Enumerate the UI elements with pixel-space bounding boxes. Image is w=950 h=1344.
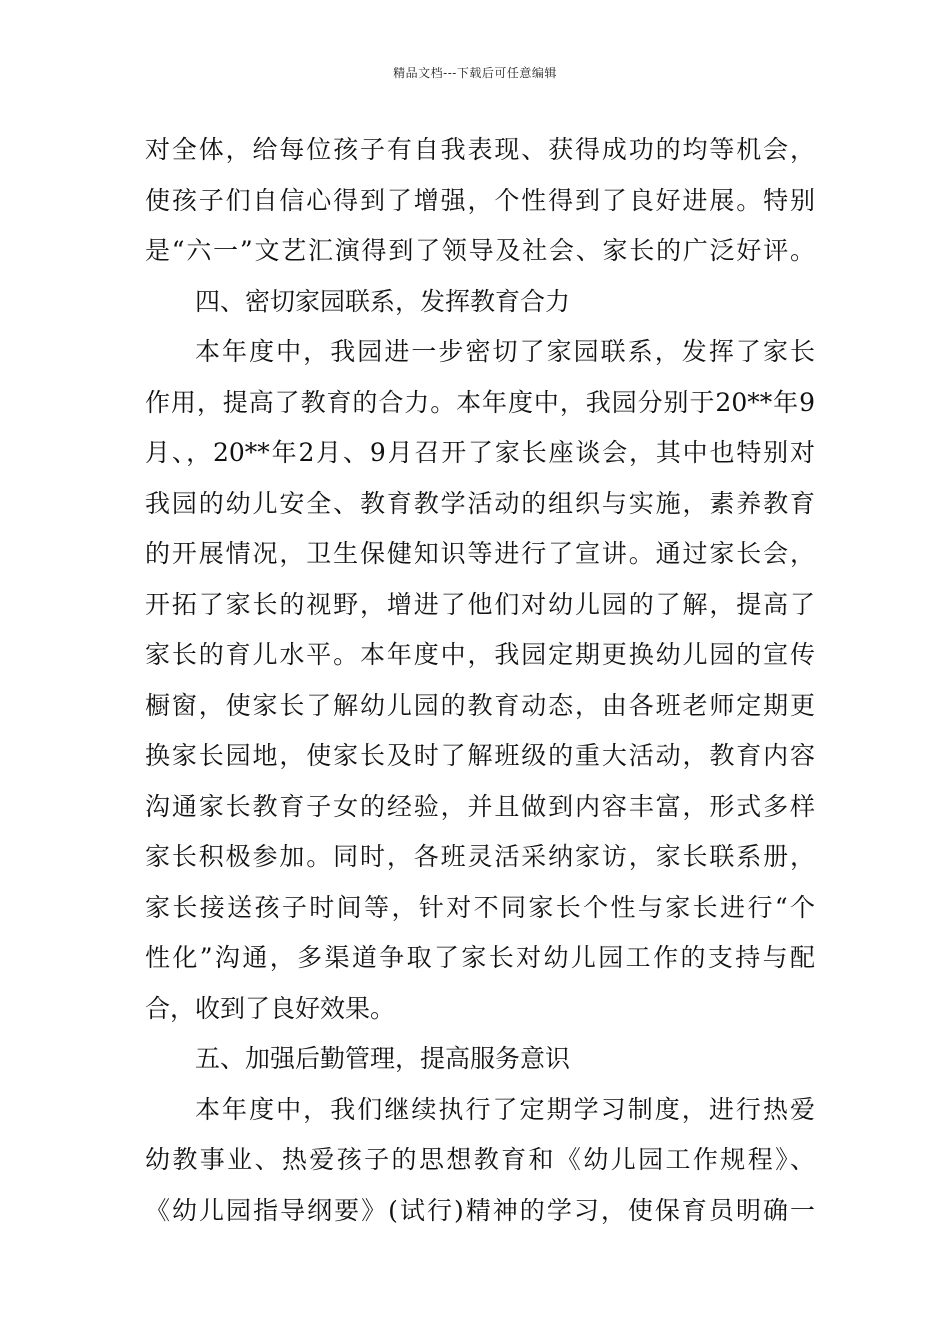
text-line: 家长积极参加。同时，各班灵活采纳家访，家长联系册，	[145, 842, 815, 871]
text-line: 性化”沟通，多渠道争取了家长对幼儿园工作的支持与配	[145, 943, 815, 972]
text-line: 本年度中，我园进一步密切了家园联系，发挥了家长	[195, 337, 815, 366]
text-line: 合，收到了良好效果。	[145, 993, 396, 1023]
text-line: 使孩子们自信心得到了增强，个性得到了良好进展。特别	[145, 185, 815, 215]
text-line: 沟通家长教育子女的经验，并且做到内容丰富，形式多样	[145, 791, 815, 821]
text-line: 橱窗，使家长了解幼儿园的教育动态，由各班老师定期更	[145, 690, 815, 720]
document-body	[145, 125, 815, 1236]
text-line: 家长的育儿水平。本年度中，我园定期更换幼儿园的宣传	[145, 640, 815, 669]
text-line: 《幼儿园指导纲要》(试行)精神的学习，使保育员明确一	[145, 1195, 815, 1225]
text-line: 的开展情况，卫生保健知识等进行了宣讲。通过家长会，	[145, 539, 815, 568]
text-line: 家长接送孩子时间等，针对不同家长个性与家长进行“个	[145, 892, 815, 922]
text-line: 对全体，给每位孩子有自我表现、获得成功的均等机会，	[145, 135, 815, 164]
text-line: 本年度中，我们继续执行了定期学习制度，进行热爱	[195, 1094, 815, 1124]
section-heading: 四、密切家园联系，发挥教育合力	[195, 286, 571, 316]
text-line: 幼教事业、热爱孩子的思想教育和《幼儿园工作规程》、	[145, 1145, 815, 1174]
section-heading: 五、加强后勤管理，提高服务意识	[195, 1044, 571, 1073]
text-line: 是“六一”文艺汇演得到了领导及社会、家长的广泛好评。	[145, 236, 815, 265]
page-header: 精品文档---下载后可任意编辑	[393, 66, 557, 80]
text-line: 换家长园地，使家长及时了解班级的重大活动，教育内容	[145, 741, 815, 770]
text-line: 月、，20**年2月、9月召开了家长座谈会，其中也特别对	[145, 438, 815, 467]
text-line: 我园的幼儿安全、教育教学活动的组织与实施，素养教育	[145, 488, 815, 518]
text-line: 作用，提高了教育的合力。本年度中，我园分别于20**年9	[145, 387, 815, 417]
text-line: 开拓了家长的视野，增进了他们对幼儿园的了解，提高了	[145, 589, 815, 619]
